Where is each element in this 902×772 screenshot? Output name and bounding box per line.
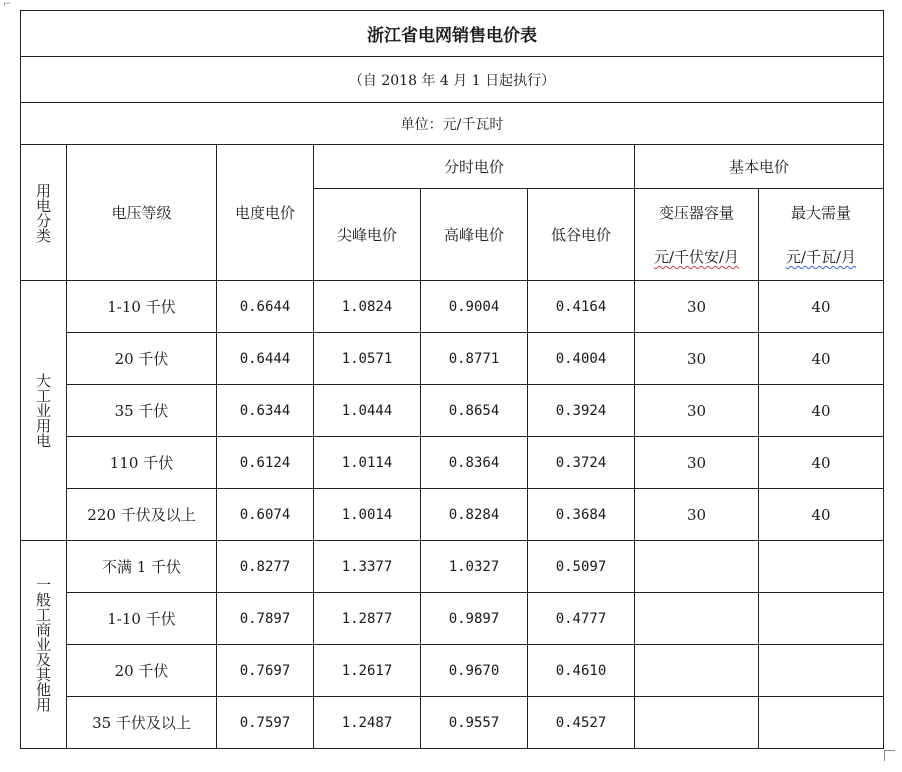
valley-price-cell: 0.4004 [528,333,635,385]
page-corner-mark: ⌐ [3,0,12,10]
valley-price-cell: 0.5097 [528,541,635,593]
header-max-demand [759,189,884,281]
energy-price-cell: 0.6344 [217,385,314,437]
header-category-text: 用电分类 [34,182,52,243]
valley-price-cell: 0.3724 [528,437,635,489]
valley-price-cell: 0.4164 [528,281,635,333]
valley-price-cell: 0.4610 [528,645,635,697]
high-price-cell: 0.8771 [421,333,528,385]
table-row [21,697,884,749]
energy-price-cell: 0.7897 [217,593,314,645]
table-row [21,593,884,645]
valley-price-cell: 0.4777 [528,593,635,645]
header-transformer-label: 变压器容量 [658,204,734,222]
header-peak: 尖峰电价 [314,189,421,281]
energy-price-cell: 0.7697 [217,645,314,697]
high-price-cell: 0.9557 [421,697,528,749]
header-high: 高峰电价 [421,189,528,281]
header-transformer-unit: 元/千伏安/月 [653,248,740,266]
category-cell [21,541,67,749]
energy-price-cell: 0.6124 [217,437,314,489]
category-cell [21,281,67,541]
header-valley: 低谷电价 [528,189,635,281]
peak-price-cell: 1.0114 [314,437,421,489]
transformer-price-cell [635,645,759,697]
header-voltage: 电压等级 [67,145,217,281]
table-row [21,489,884,541]
max-demand-price-cell: 40 [759,437,884,489]
transformer-price-cell [635,541,759,593]
energy-price-cell: 0.8277 [217,541,314,593]
header-transformer [635,189,759,281]
transformer-price-cell: 30 [635,281,759,333]
table-row [21,385,884,437]
category-label: 一般工商业及其他用 [34,577,52,712]
high-price-cell: 0.8364 [421,437,528,489]
energy-price-cell: 0.6644 [217,281,314,333]
table-title: 浙江省电网销售电价表 [21,11,884,57]
voltage-cell: 1-10 千伏 [67,281,217,333]
header-max-demand-unit: 元/千瓦/月 [785,248,857,266]
voltage-cell: 1-10 千伏 [67,593,217,645]
header-basic-group: 基本电价 [635,145,884,189]
peak-price-cell: 1.2877 [314,593,421,645]
voltage-cell: 110 千伏 [67,437,217,489]
high-price-cell: 0.9004 [421,281,528,333]
max-demand-price-cell [759,697,884,749]
header-max-demand-label: 最大需量 [790,204,851,222]
table-row [21,333,884,385]
high-price-cell: 0.9670 [421,645,528,697]
max-demand-price-cell: 40 [759,281,884,333]
voltage-cell: 220 千伏及以上 [67,489,217,541]
max-demand-price-cell: 40 [759,333,884,385]
high-price-cell: 1.0327 [421,541,528,593]
header-energy-price: 电度电价 [217,145,314,281]
transformer-price-cell: 30 [635,489,759,541]
transformer-price-cell [635,697,759,749]
valley-price-cell: 0.3924 [528,385,635,437]
unit-label: 单位：元/千瓦时 [21,103,884,145]
max-demand-price-cell [759,645,884,697]
table-subtitle: （自 2018 年 4 月 1 日起执行） [21,57,884,103]
high-price-cell: 0.8284 [421,489,528,541]
voltage-cell: 20 千伏 [67,333,217,385]
max-demand-price-cell: 40 [759,489,884,541]
table-row [21,281,884,333]
header-category [21,145,67,281]
table-row [21,541,884,593]
high-price-cell: 0.9897 [421,593,528,645]
valley-price-cell: 0.4527 [528,697,635,749]
transformer-price-cell: 30 [635,333,759,385]
end-of-cell-mark [884,750,895,761]
peak-price-cell: 1.0824 [314,281,421,333]
peak-price-cell: 1.0014 [314,489,421,541]
table-row [21,437,884,489]
header-tou-group: 分时电价 [314,145,635,189]
transformer-price-cell: 30 [635,385,759,437]
energy-price-cell: 0.7597 [217,697,314,749]
energy-price-cell: 0.6444 [217,333,314,385]
max-demand-price-cell: 40 [759,385,884,437]
category-label: 大工业用电 [34,373,52,448]
voltage-cell: 20 千伏 [67,645,217,697]
max-demand-price-cell [759,593,884,645]
peak-price-cell: 1.0444 [314,385,421,437]
peak-price-cell: 1.0571 [314,333,421,385]
price-table [20,10,884,749]
energy-price-cell: 0.6074 [217,489,314,541]
max-demand-price-cell [759,541,884,593]
peak-price-cell: 1.2617 [314,645,421,697]
voltage-cell: 不满 1 千伏 [67,541,217,593]
table-row [21,645,884,697]
peak-price-cell: 1.3377 [314,541,421,593]
transformer-price-cell: 30 [635,437,759,489]
transformer-price-cell [635,593,759,645]
peak-price-cell: 1.2487 [314,697,421,749]
voltage-cell: 35 千伏 [67,385,217,437]
valley-price-cell: 0.3684 [528,489,635,541]
voltage-cell: 35 千伏及以上 [67,697,217,749]
high-price-cell: 0.8654 [421,385,528,437]
